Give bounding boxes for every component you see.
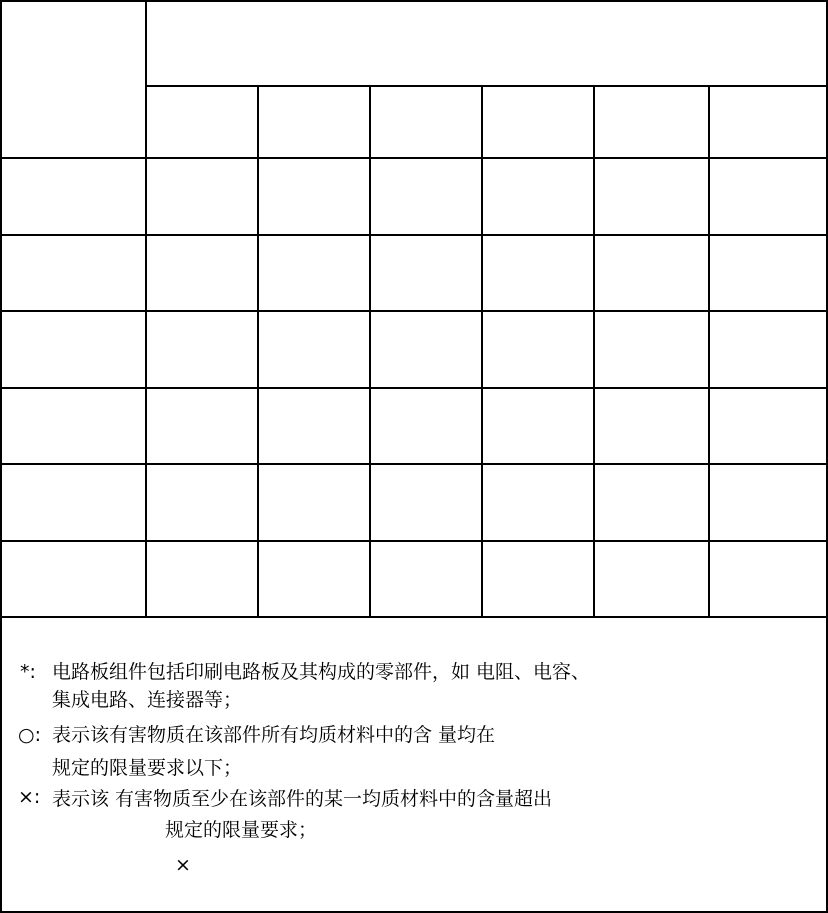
cross-note-line2: 规定的限量要求； xyxy=(165,819,318,841)
row-divider xyxy=(0,387,828,389)
circle-note-line2: 规定的限量要求以下； xyxy=(52,757,243,779)
star-note-line1: 电路板组件包括印刷电路板及其构成的零部件，如 电阻、电容、 xyxy=(52,661,591,683)
cross-note-line1: 表示该 有害物质至少在该部件的某一均质材料中的含量超出 xyxy=(52,788,553,810)
star-note-line2: 集成电路、连接器等； xyxy=(52,689,243,711)
column-divider xyxy=(369,86,371,618)
row-divider xyxy=(0,234,828,236)
row-divider xyxy=(0,463,828,465)
table-bottom-line xyxy=(0,616,828,618)
cross-symbol: ×: xyxy=(18,786,41,808)
header-span-divider xyxy=(146,85,828,87)
part-column-divider xyxy=(145,0,147,618)
circle-symbol: ○: xyxy=(18,724,41,746)
column-divider xyxy=(481,86,483,618)
circle-note-line1: 表示该有害物质在该部件所有均质材料中的含 量均在 xyxy=(52,724,496,746)
row-divider xyxy=(0,310,828,312)
column-divider xyxy=(593,86,595,618)
header-bottom-line xyxy=(0,157,828,159)
star-symbol: *: xyxy=(20,661,36,683)
row-divider xyxy=(0,540,828,542)
trailing-cross-mark: × xyxy=(175,854,191,876)
column-divider xyxy=(257,86,259,618)
column-divider xyxy=(708,86,710,618)
